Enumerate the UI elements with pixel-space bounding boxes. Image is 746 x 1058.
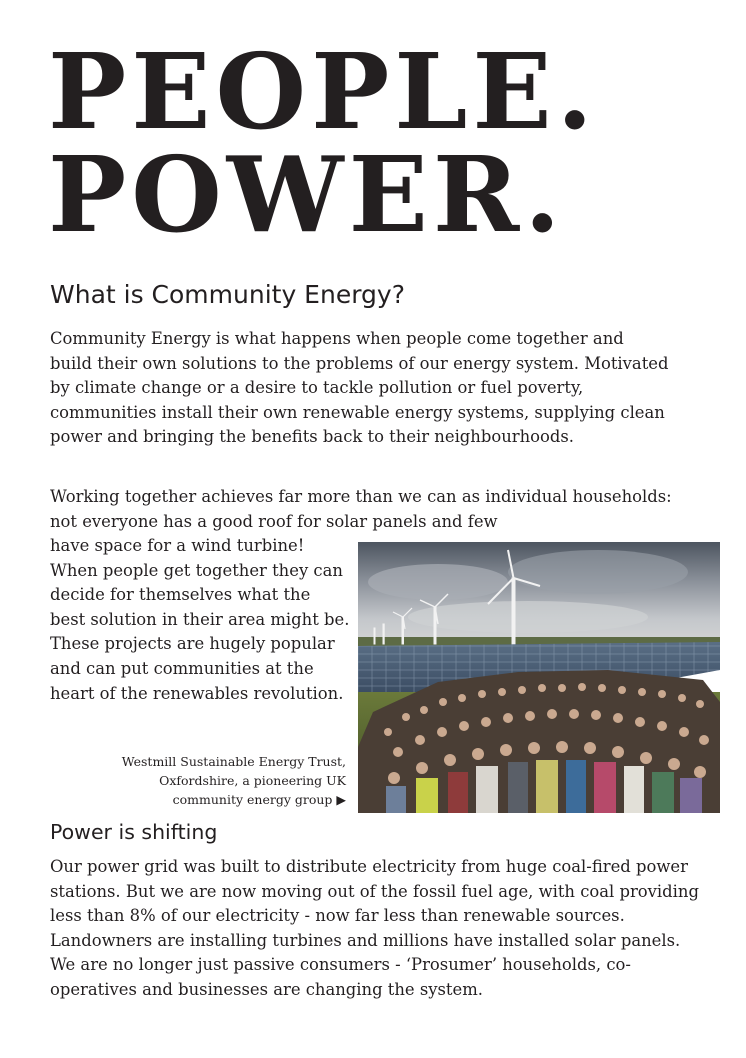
- photo-caption: [118, 752, 346, 809]
- paragraph-working-together-continued: have space for a wind turbine! When people get together they can decide for themselves what the best solution in their area might be. These projects are hugely popular and can put communities at the heart of the renewables revolution.: [50, 536, 350, 703]
- caption-line: community energy group ▶: [172, 792, 346, 807]
- headline-line-2: POWER.: [48, 133, 566, 256]
- section-heading-community-energy: What is Community Energy?: [50, 280, 405, 309]
- paragraph-power-grid: Our power grid was built to distribute electricity from huge coal-fired power stations. But we are now moving out of the fossil fuel age, with coal providing less than 8% of our electricity - now far less than renewable sources. Landowners are installing turbines and millions have installed solar panels. We are no longer just passive consumers - ‘Prosumer’ households, co-operatives and businesses are changing the system.: [50, 857, 699, 999]
- community-energy-photo: [358, 542, 720, 813]
- section-heading-power-shifting: Power is shifting: [50, 820, 218, 844]
- paragraph-working-together: Working together achieves far more than we can as individual households: not everyone has a good roof for solar panels and few: [50, 487, 672, 531]
- caption-line: Oxfordshire, a pioneering UK: [159, 773, 346, 788]
- headline-line-1: PEOPLE.: [48, 30, 598, 153]
- caption-line: Westmill Sustainable Energy Trust,: [121, 754, 346, 769]
- paragraph-intro: Community Energy is what happens when people come together and build their own solutions to the problems of our energy system. Motivated by climate change or a desire to tackle pollution or fuel poverty, communities install their own renewable energy systems, supplying clean power and bringing the benefits back to their neighbourhoods.: [50, 329, 669, 447]
